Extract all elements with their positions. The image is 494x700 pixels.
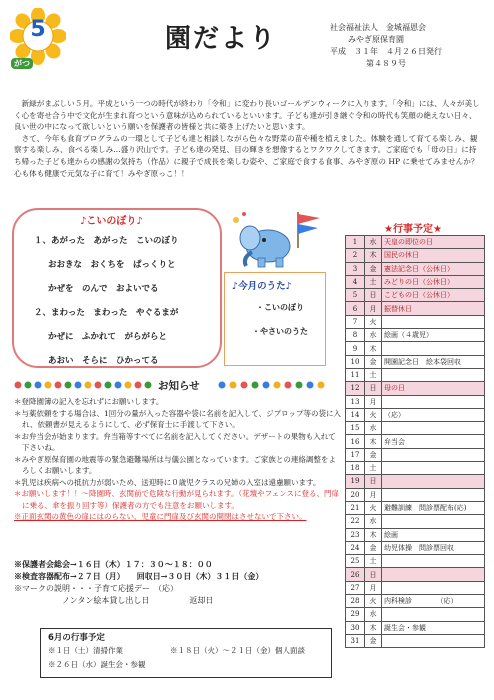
event-name: 憲法記念日（公休日） — [382, 262, 485, 275]
song-line: ２、まわった まわった やぐるまが — [34, 308, 179, 318]
notice-item: ＊みやぎ原保育園の地震等の緊急避難場所は与儀公園となっています。ご家族との連絡調整をよろしくお願いします。 — [14, 454, 336, 475]
schedule-notes — [14, 558, 344, 608]
month-suffix: がつ — [11, 58, 33, 69]
event-day: 12 — [346, 382, 365, 395]
decoration-dot — [115, 382, 122, 389]
event-row — [346, 501, 485, 514]
event-row — [346, 541, 485, 554]
month-song-item: ・やさいのうた — [252, 327, 308, 336]
event-weekday: 日 — [365, 382, 382, 395]
event-day: 27 — [346, 581, 365, 594]
event-day: 16 — [346, 435, 365, 448]
event-day: 2 — [346, 249, 365, 262]
event-name: 弁当会 — [382, 435, 485, 448]
schedule-note: ※マークの説明・・・子育て応援デー （応） — [14, 583, 178, 593]
event-name: （応） — [382, 408, 485, 421]
decoration-dot — [85, 382, 92, 389]
event-weekday: 月 — [365, 302, 382, 315]
event-day: 6 — [346, 302, 365, 315]
schedule-note: ノンタン絵本貸し出し日 返却日 — [14, 596, 214, 606]
event-day: 17 — [346, 448, 365, 461]
event-row — [346, 634, 485, 647]
event-name: 国民の休日 — [382, 249, 485, 262]
notice-item-warning: ＊お願いします！！～降園時、玄関前で危険な行動が見られます。（花壇やフェンスに登る、門扉に乗る、傘を振り回す等）保護者の方でも注意をお願いします。 — [14, 489, 340, 510]
event-day: 28 — [346, 595, 365, 608]
event-row — [346, 408, 485, 421]
event-name — [382, 462, 485, 475]
event-name — [382, 395, 485, 408]
notice-item: ＊与薬依頼をする場合は、1回分の量が入った容器や袋に名前を記入して、ジプロップ等の袋に入れ、依頼書が見えるようにして、必ず保育士に手渡して下さい。 — [14, 408, 341, 429]
org-info — [330, 22, 442, 70]
event-day: 9 — [346, 342, 365, 355]
decoration-dot — [105, 382, 112, 389]
event-weekday: 火 — [365, 315, 382, 328]
event-weekday: 金 — [365, 448, 382, 461]
event-row — [346, 289, 485, 302]
event-day: 21 — [346, 501, 365, 514]
decoration-dot — [45, 382, 52, 389]
event-weekday: 水 — [365, 236, 382, 249]
event-weekday: 木 — [365, 621, 382, 634]
event-name: 誕生会・参観 — [382, 621, 485, 634]
event-day: 26 — [346, 568, 365, 581]
decoration-dot — [219, 382, 226, 389]
event-row — [346, 475, 485, 488]
event-row — [346, 249, 485, 262]
song-line: おおきな おくちを ぱっくりと — [48, 260, 176, 270]
event-row — [346, 275, 485, 288]
song-line: かぜに ふかれて がらがらと — [48, 332, 168, 342]
event-weekday: 水 — [365, 608, 382, 621]
event-day: 13 — [346, 395, 365, 408]
event-weekday: 月 — [365, 488, 382, 501]
event-day: 20 — [346, 488, 365, 501]
event-weekday: 水 — [365, 329, 382, 342]
decoration-dot — [296, 382, 303, 389]
decoration-dot — [35, 382, 42, 389]
event-name — [382, 422, 485, 435]
event-row — [346, 368, 485, 381]
decoration-dot — [318, 382, 325, 389]
event-name — [382, 342, 485, 355]
event-day: 4 — [346, 275, 365, 288]
event-name: みどりの日（公休日） — [382, 275, 485, 288]
decoration-dot — [285, 382, 292, 389]
event-name — [382, 555, 485, 568]
event-weekday: 日 — [365, 475, 382, 488]
page-title: 園だより — [165, 24, 278, 54]
event-day: 3 — [346, 262, 365, 275]
event-weekday: 木 — [365, 342, 382, 355]
event-weekday: 日 — [365, 289, 382, 302]
event-day: 1 — [346, 236, 365, 249]
event-day: 31 — [346, 634, 365, 647]
june-title: 6月の行事予定 — [48, 633, 105, 643]
event-row — [346, 435, 485, 448]
event-name — [382, 448, 485, 461]
decoration-dot — [230, 382, 237, 389]
issue-date: 平成 ３１年 ４月２６日発行 — [330, 47, 442, 56]
event-row — [346, 555, 485, 568]
event-row — [346, 581, 485, 594]
june-item: ※１日（土）清掃作業 — [48, 646, 123, 655]
elephant-illustration — [228, 208, 324, 270]
event-name — [382, 315, 485, 328]
decoration-dot — [125, 382, 132, 389]
event-name: 絵画（４歳児） — [382, 329, 485, 342]
month-number: 5 — [30, 17, 46, 42]
event-row — [346, 382, 485, 395]
event-name: 内科検診 （応） — [382, 595, 485, 608]
decoration-dot — [135, 382, 142, 389]
event-day: 10 — [346, 355, 365, 368]
event-weekday: 木 — [365, 528, 382, 541]
event-day: 19 — [346, 475, 365, 488]
decoration-dot — [241, 382, 248, 389]
event-name: 幼児体操 問診票回収 — [382, 541, 485, 554]
event-name: 避難訓練 問診票配布(応) — [382, 501, 485, 514]
decoration-dot — [75, 382, 82, 389]
event-weekday: 木 — [365, 435, 382, 448]
event-name: 母の日 — [382, 382, 485, 395]
event-row — [346, 355, 485, 368]
event-day: 22 — [346, 515, 365, 528]
event-weekday: 土 — [365, 275, 382, 288]
song-title: ♪こいのぼり♪ — [80, 216, 143, 227]
decoration-dot — [252, 382, 259, 389]
event-weekday: 水 — [365, 422, 382, 435]
event-row — [346, 515, 485, 528]
decoration-dot — [65, 382, 72, 389]
event-weekday: 土 — [365, 462, 382, 475]
june-item: ※１８日（火）～２１日（金）個人面談 — [170, 646, 305, 655]
event-weekday: 土 — [365, 555, 382, 568]
event-weekday: 火 — [365, 408, 382, 421]
event-row — [346, 462, 485, 475]
event-name — [382, 581, 485, 594]
event-day: 8 — [346, 329, 365, 342]
event-row — [346, 342, 485, 355]
event-name — [382, 515, 485, 528]
event-weekday: 木 — [365, 249, 382, 262]
notice-list — [14, 396, 342, 523]
notice-item: ＊乳児は疾病への抵抗力が弱いため、送迎時に０歳児クラスの兄姉の入室は遠慮願います。 — [14, 477, 321, 487]
event-weekday: 土 — [365, 368, 382, 381]
event-row — [346, 595, 485, 608]
event-row — [346, 422, 485, 435]
song-line: かぜを のんで およいでる — [48, 284, 159, 294]
decoration-dot — [55, 382, 62, 389]
event-row — [346, 329, 485, 342]
event-weekday: 火 — [365, 595, 382, 608]
song-line: あおい そらに ひかってる — [48, 356, 159, 366]
event-row — [346, 302, 485, 315]
june-item: ※２６日（水）誕生会・参観 — [48, 660, 146, 669]
month-song-title: ♪今月のうた♪ — [232, 281, 292, 292]
event-day: 25 — [346, 555, 365, 568]
event-row — [346, 448, 485, 461]
event-name — [382, 608, 485, 621]
events-table — [345, 235, 485, 648]
event-name: 絵画 — [382, 528, 485, 541]
event-row — [346, 488, 485, 501]
event-name — [382, 475, 485, 488]
song-line: １、あがった あがった こいのぼり — [34, 236, 179, 246]
event-day: 7 — [346, 315, 365, 328]
notice-item-warning: ※正面玄関の黄色の扉にはのらない、児童に門扉及び玄関の開閉はさせないで下さい。 — [14, 512, 307, 521]
event-row — [346, 236, 485, 249]
intro-text — [14, 98, 484, 179]
event-name — [382, 634, 485, 647]
event-day: 14 — [346, 408, 365, 421]
decoration-dot — [307, 382, 314, 389]
event-day: 23 — [346, 528, 365, 541]
event-weekday: 月 — [365, 581, 382, 594]
decoration-dot — [263, 382, 270, 389]
event-day: 30 — [346, 621, 365, 634]
event-weekday: 金 — [365, 541, 382, 554]
notice-item: ＊登降園簿の記入を忘れずにお願いします。 — [14, 397, 164, 406]
event-name — [382, 568, 485, 581]
event-day: 29 — [346, 608, 365, 621]
decoration-dot — [95, 382, 102, 389]
event-weekday: 水 — [365, 515, 382, 528]
event-name — [382, 488, 485, 501]
org-name: 社会福祉法人 金城福恩会 — [330, 23, 426, 32]
event-row — [346, 528, 485, 541]
event-weekday: 日 — [365, 568, 382, 581]
intro-paragraph: さて、今年も食育プログラムの一環として子ども達と相談しながら色々な野菜の苗や種を植えました。体験を通して育てる楽しみ、観察する楽しみ、食べる楽しみ…盛り沢山です。子ども達の発見、目の輝きを想像するとワクワクしてきます。ご家庭でも「母の日」に持ち帰った子ども達からの感謝の気持ち（作品）に親子で成長を楽しむ姿や、ご家庭で食する食事、みやぎ原の HP に乗せてみませんか？心も体も健康で元気な子に育て！みやぎ原っこ！！ — [14, 133, 479, 178]
schedule-note: ※検査容器配布→２７日（月） 回収日→３０日（木）３１日（金） — [14, 571, 264, 582]
event-row — [346, 395, 485, 408]
nursery-name: みやぎ原保育園 — [348, 35, 404, 44]
event-weekday: 金 — [365, 262, 382, 275]
event-row — [346, 568, 485, 581]
event-name: 開園記念日 絵本袋回収 — [382, 355, 485, 368]
event-day: 11 — [346, 368, 365, 381]
events-title: ★行事予定★ — [384, 224, 442, 235]
event-weekday: 金 — [365, 355, 382, 368]
decoration-dot — [25, 382, 32, 389]
month-song-item: ・こいのぼり — [256, 303, 304, 312]
event-row — [346, 621, 485, 634]
decoration-dot — [145, 382, 152, 389]
event-weekday: 月 — [365, 395, 382, 408]
event-name: 天皇の即位の日 — [382, 236, 485, 249]
event-weekday: 金 — [365, 634, 382, 647]
event-row — [346, 608, 485, 621]
decoration-dot — [274, 382, 281, 389]
event-weekday: 火 — [365, 501, 382, 514]
event-name — [382, 368, 485, 381]
event-name: こどもの日（公休日） — [382, 289, 485, 302]
event-day: 5 — [346, 289, 365, 302]
event-row — [346, 262, 485, 275]
notice-title: お知らせ — [158, 380, 200, 392]
schedule-note: ※保護者会総会→１６日（木）１７：３０～１８：００ — [14, 559, 213, 569]
decoration-dot — [15, 382, 22, 389]
intro-paragraph: 新緑がまぶしい５月。平成という一つの時代が終わり「令和」に変わり長いゴールデンウィークに入ります。「令和」には、人々が美しく心を寄せ合う中で文化が生まれ育つという意味が込められているといいます。子ども達が引き継ぐ令和の時代も笑顔の絶えない日々、良い世の中になって欲しいという願いを保護者の皆様と共に築き上げたいと思います。 — [14, 99, 480, 132]
event-row — [346, 315, 485, 328]
event-day: 15 — [346, 422, 365, 435]
notice-item: ＊お弁当会が始まります。弁当箱等すべてに名前を記入してください。デザートの果物も入れて下さいね。 — [14, 431, 336, 452]
event-day: 18 — [346, 462, 365, 475]
event-name: 振替休日 — [382, 302, 485, 315]
event-day: 24 — [346, 541, 365, 554]
issue-number: 第４８９号 — [366, 59, 406, 68]
